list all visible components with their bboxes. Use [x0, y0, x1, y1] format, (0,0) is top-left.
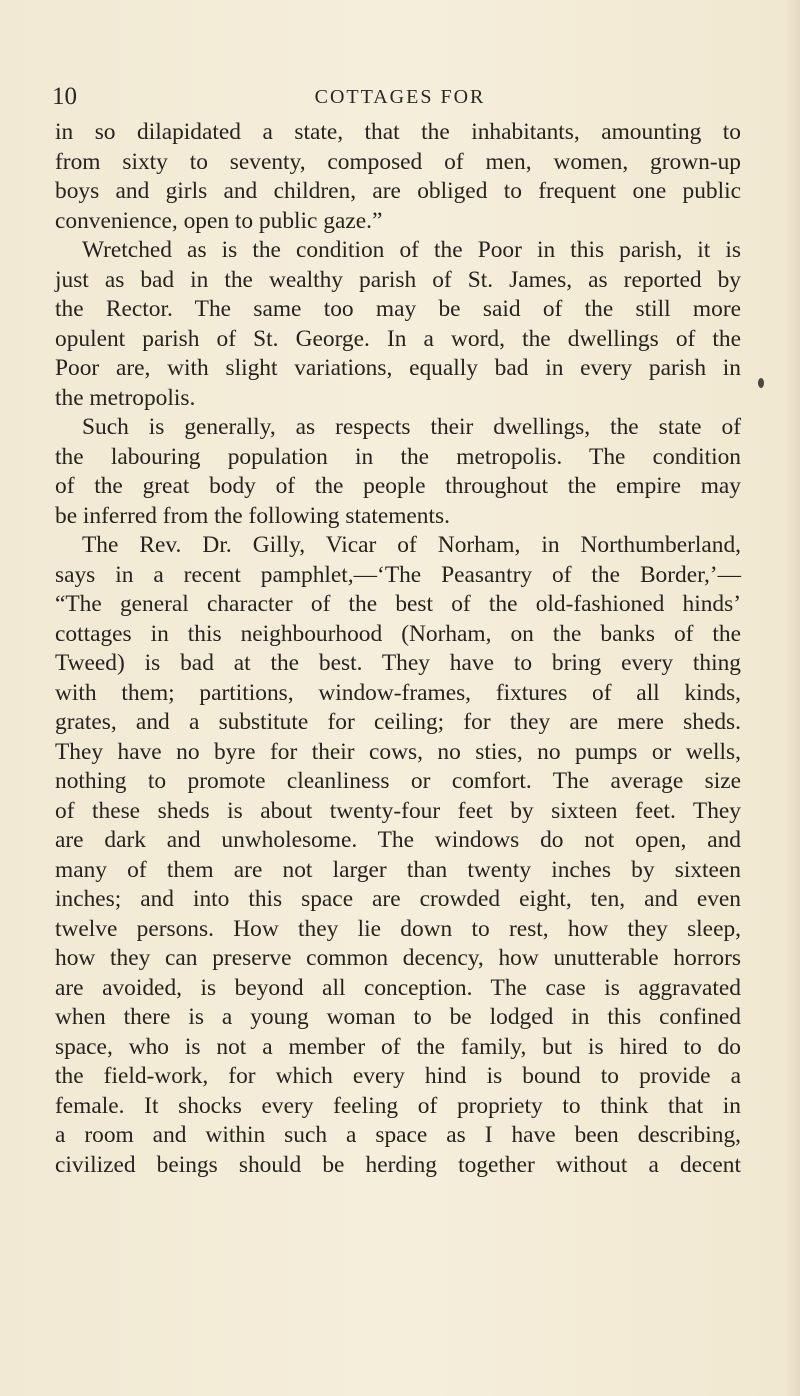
text-line: the Rector. The same too may be said of the still more — [55, 296, 741, 322]
text-line: with them; partitions, window-frames, fixtures of all kinds, — [55, 679, 741, 706]
text-line: of the great body of the people throughout the empire may — [55, 473, 741, 499]
text-line: opulent parish of St. George. In a word, the dwellings of the — [55, 325, 741, 352]
text-line: inches; and into this space are crowded eight, ten, and even — [55, 886, 741, 912]
text-line: from sixty to seventy, composed of men, women, grown-up — [55, 148, 741, 175]
text-line: are avoided, is beyond all conception. The case is aggravated — [55, 974, 741, 1001]
text-line: Wretched as is the condition of the Poor in this parish, it is — [82, 237, 741, 263]
text-line: grates, and a substitute for ceiling; for they are mere sheds. — [55, 709, 741, 735]
text-line: the metropolis. — [55, 384, 196, 411]
text-line: Poor are, with slight variations, equally bad in every parish in — [55, 355, 741, 381]
text-line: twelve persons. How they lie down to rest, how they sleep, — [55, 915, 741, 942]
text-line: how they can preserve common decency, how unutterable horrors — [55, 945, 741, 971]
text-line: the labouring population in the metropolis. The condition — [55, 443, 741, 470]
text-line: be inferred from the following statements. — [55, 502, 450, 529]
text-line: civilized beings should be herding together without a decent — [55, 1151, 741, 1178]
text-line: “The general character of the best of the old-fashioned hinds’ — [55, 591, 741, 617]
text-line: Such is generally, as respects their dwellings, the state of — [82, 414, 741, 440]
text-line: female. It shocks every feeling of propriety to think that in — [55, 1092, 741, 1119]
text-line: a room and within such a space as I have been describing, — [55, 1122, 741, 1148]
page-edge-shade — [784, 0, 800, 1396]
text-line: are dark and unwholesome. The windows do not open, and — [55, 827, 741, 853]
text-line: in so dilapidated a state, that the inhabitants, amounting to — [55, 119, 741, 145]
text-line: Tweed) is bad at the best. They have to bring every thing — [55, 650, 741, 676]
page-header — [52, 83, 748, 113]
text-line: the field-work, for which every hind is bound to provide a — [55, 1063, 741, 1089]
text-line: cottages in this neighbourhood (Norham, on the banks of the — [55, 620, 741, 647]
text-line: says in a recent pamphlet,—‘The Peasantry of the Border,’— — [55, 561, 741, 588]
text-line: convenience, open to public gaze.” — [55, 207, 383, 234]
text-line: The Rev. Dr. Gilly, Vicar of Norham, in Northumberland, — [82, 532, 741, 558]
body-text — [55, 118, 741, 1180]
text-line: nothing to promote cleanliness or comfort. The average size — [55, 768, 741, 794]
running-head: COTTAGES FOR — [314, 86, 486, 108]
text-line: space, who is not a member of the family, but is hired to do — [55, 1033, 741, 1060]
text-line: They have no byre for their cows, no sties, no pumps or wells, — [55, 738, 741, 765]
text-line: when there is a young woman to be lodged in this confined — [55, 1004, 741, 1030]
text-line: just as bad in the wealthy parish of St. James, as reported by — [55, 266, 741, 293]
page-number: 10 — [52, 83, 77, 110]
text-line: boys and girls and children, are obliged to frequent one public — [55, 178, 741, 204]
text-line: of these sheds is about twenty-four feet by sixteen feet. They — [55, 797, 741, 824]
text-line: many of them are not larger than twenty inches by sixteen — [55, 856, 741, 883]
ink-speck — [758, 378, 764, 388]
